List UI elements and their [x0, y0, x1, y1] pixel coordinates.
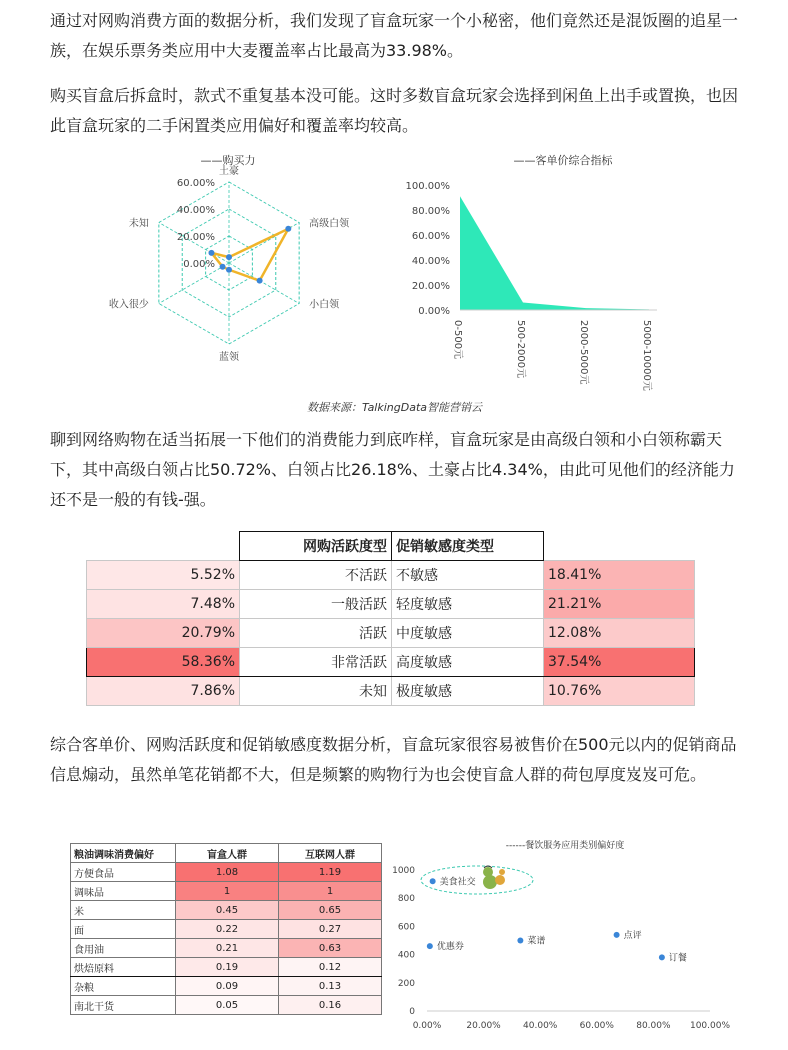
row-category: 面	[71, 920, 176, 939]
table-row	[87, 648, 695, 677]
row-blindbox-value: 0.09	[176, 977, 279, 996]
scatter-x-tick-label: 0.00%	[412, 1021, 442, 1031]
scatter-y-tick-label: 1000	[392, 866, 415, 876]
row-sensitivity-level: 轻度敏感	[392, 590, 544, 619]
radar-axis-label: 高级白领	[309, 218, 350, 230]
row-activity-level: 一般活跃	[240, 590, 392, 619]
row-left-value: 58.36%	[87, 648, 240, 677]
table-row	[71, 939, 382, 958]
gourd-icon	[483, 866, 505, 889]
row-blindbox-value: 0.22	[176, 920, 279, 939]
scatter-point	[427, 943, 433, 949]
radar-axis-label: 未知	[128, 218, 149, 230]
header-sensitivity: 促销敏感度类型	[392, 532, 544, 561]
scatter-y-tick-label: 200	[397, 978, 415, 989]
area-x-tick-label: 500-2000元	[515, 320, 526, 379]
header-category: 粮油调味消费偏好	[71, 844, 176, 863]
row-category: 调味品	[71, 882, 176, 901]
scatter-y-tick-label: 800	[397, 894, 415, 905]
row-internet-value: 0.65	[279, 901, 382, 920]
radar-series	[208, 226, 291, 284]
row-right-value: 12.08%	[544, 619, 695, 648]
table-corner-blank	[87, 532, 240, 561]
row-sensitivity-level: 高度敏感	[392, 648, 544, 677]
row-internet-value: 1	[279, 882, 382, 901]
scatter-y-tick-label: 0	[409, 1007, 415, 1017]
row-right-value: 21.21%	[544, 590, 695, 619]
area-y-tick-label: 0.00%	[418, 306, 450, 317]
scatter-x-tick-label: 20.00%	[466, 1021, 501, 1031]
table-corner-blank	[544, 532, 695, 561]
row-activity-level: 活跃	[240, 619, 392, 648]
row-blindbox-value: 0.21	[176, 939, 279, 958]
area-title: ——客单价综合指标	[513, 154, 613, 167]
scatter-title: ------餐饮服务应用类别偏好度	[505, 841, 625, 851]
radar-point	[257, 278, 263, 284]
radar-axis-label: 小白领	[309, 299, 340, 311]
scatter-y-tick-label: 600	[397, 922, 415, 933]
table-row	[87, 677, 695, 706]
highlight-ellipse	[421, 866, 533, 894]
scatter-point	[659, 954, 665, 960]
row-sensitivity-level: 极度敏感	[392, 677, 544, 706]
row-internet-value: 1.19	[279, 863, 382, 882]
area-series	[460, 196, 649, 310]
row-left-value: 20.79%	[87, 619, 240, 648]
scatter-point-label: 订餐	[668, 953, 687, 964]
row-left-value: 7.48%	[87, 590, 240, 619]
scatter-point-label: 菜谱	[527, 936, 546, 947]
area-y-tick-label: 40.00%	[411, 256, 450, 267]
radar-spoke	[229, 263, 299, 304]
area-x-ticks	[452, 320, 653, 391]
row-right-value: 18.41%	[544, 561, 695, 590]
scatter-x-tick-label: 80.00%	[636, 1021, 671, 1031]
scatter-point-label: 美食社交	[439, 877, 476, 888]
area-x-tick-label: 0-500元	[452, 320, 463, 360]
grain-oil-preference-table	[70, 843, 382, 1015]
radar-point	[208, 250, 214, 256]
radar-tick-label: 40.00%	[176, 205, 215, 216]
row-blindbox-value: 0.45	[176, 901, 279, 920]
row-right-value: 37.54%	[544, 648, 695, 677]
row-activity-level: 未知	[240, 677, 392, 706]
row-blindbox-value: 0.05	[176, 996, 279, 1015]
scatter-y-ticks	[392, 866, 415, 1017]
row-internet-value: 0.13	[279, 977, 382, 996]
row-blindbox-value: 0.19	[176, 958, 279, 977]
dining-app-scatter-chart	[390, 838, 735, 1038]
row-internet-value: 0.12	[279, 958, 382, 977]
table-row	[71, 920, 382, 939]
radar-title: ——购买力	[200, 154, 256, 167]
row-blindbox-value: 1	[176, 882, 279, 901]
row-category: 烘焙原料	[71, 958, 176, 977]
row-activity-level: 非常活跃	[240, 648, 392, 677]
row-internet-value: 0.27	[279, 920, 382, 939]
table-row	[71, 958, 382, 977]
row-category: 方便食品	[71, 863, 176, 882]
data-source-note: 数据来源：TalkingData智能营销云	[307, 401, 483, 414]
radar-tick-label: 20.00%	[176, 232, 215, 243]
radar-point	[226, 267, 232, 273]
area-y-tick-label: 20.00%	[411, 281, 450, 292]
paragraph-1: 通过对网购消费方面的数据分析，我们发现了盲盒玩家一个小秘密，他们竟然还是混饭圈的追星一族，在娱乐票务类应用中大麦覆盖率占比最高为33.98%。	[50, 11, 739, 60]
scatter-points	[427, 875, 687, 963]
row-sensitivity-level: 中度敏感	[392, 619, 544, 648]
radar-axis-label: 土豪	[219, 166, 239, 177]
row-internet-value: 0.63	[279, 939, 382, 958]
header-activity: 网购活跃度型	[240, 532, 392, 561]
scatter-y-tick-label: 400	[397, 950, 415, 961]
radar-grid	[159, 178, 299, 344]
scatter-point	[614, 932, 620, 938]
row-blindbox-value: 1.08	[176, 863, 279, 882]
table-row	[71, 977, 382, 996]
row-sensitivity-level: 不敏感	[392, 561, 544, 590]
paragraph-4: 综合客单价、网购活跃度和促销敏感度数据分析，盲盒玩家很容易被售价在500元以内的促销商品信息煽动，虽然单笔花销都不大，但是频繁的购物行为也会使盲盒人群的荷包厚度岌岌可危。	[50, 735, 737, 784]
table-row	[71, 882, 382, 901]
table-row	[87, 590, 695, 619]
table-row	[71, 996, 382, 1015]
row-right-value: 10.76%	[544, 677, 695, 706]
table-row	[71, 901, 382, 920]
header-blindbox: 盲盒人群	[176, 844, 279, 863]
row-category: 杂粮	[71, 977, 176, 996]
area-y-tick-label: 80.00%	[411, 206, 450, 217]
radar-axis-label: 收入很少	[108, 299, 149, 311]
area-x-tick-label: 2000-5000元	[578, 320, 589, 385]
table-row	[87, 561, 695, 590]
purchasing-power-radar-chart	[95, 148, 375, 393]
scatter-x-ticks	[413, 1021, 731, 1031]
scatter-x-tick-label: 40.00%	[523, 1021, 558, 1031]
radar-point	[226, 254, 232, 260]
area-x-tick-label: 5000-10000元	[641, 320, 652, 391]
radar-axis-label: 蓝领	[219, 352, 239, 363]
activity-sensitivity-table	[86, 531, 695, 706]
header-internet: 互联网人群	[279, 844, 382, 863]
row-activity-level: 不活跃	[240, 561, 392, 590]
radar-point	[220, 264, 226, 270]
scatter-x-tick-label: 100.00%	[689, 1021, 731, 1031]
scatter-point-label: 优惠券	[436, 942, 464, 953]
row-left-value: 5.52%	[87, 561, 240, 590]
row-category: 食用油	[71, 939, 176, 958]
radar-tick-label: 60.00%	[176, 178, 215, 189]
scatter-point	[430, 878, 436, 884]
radar-series-line	[211, 229, 288, 281]
radar-tick-label: 0.00%	[183, 259, 215, 270]
radar-point	[285, 226, 291, 232]
table-row	[87, 619, 695, 648]
scatter-x-tick-label: 60.00%	[579, 1021, 614, 1031]
scatter-point	[517, 938, 523, 944]
table-row	[71, 863, 382, 882]
area-y-ticks	[406, 181, 451, 317]
row-category: 南北干货	[71, 996, 176, 1015]
area-y-tick-label: 60.00%	[411, 231, 450, 242]
scatter-point-label: 点评	[623, 930, 642, 941]
paragraph-2: 购买盲盒后拆盒时，款式不重复基本没可能。这时多数盲盒玩家会选择到闲鱼上出手或置换，也因此盲盒玩家的二手闲置类应用偏好和覆盖率均较高。	[50, 86, 739, 135]
unit-price-area-chart	[395, 148, 675, 398]
area-y-tick-label: 100.00%	[405, 181, 450, 192]
row-left-value: 7.86%	[87, 677, 240, 706]
row-internet-value: 0.16	[279, 996, 382, 1015]
row-category: 米	[71, 901, 176, 920]
paragraph-3: 聊到网络购物在适当拓展一下他们的消费能力到底咋样，盲盒玩家是由高级白领和小白领称霸天下，其中高级白领占比50.72%、白领占比26.18%、土豪占比4.34%，由此可见他们的经济能力还不是一般的有钱-强。	[50, 430, 735, 509]
